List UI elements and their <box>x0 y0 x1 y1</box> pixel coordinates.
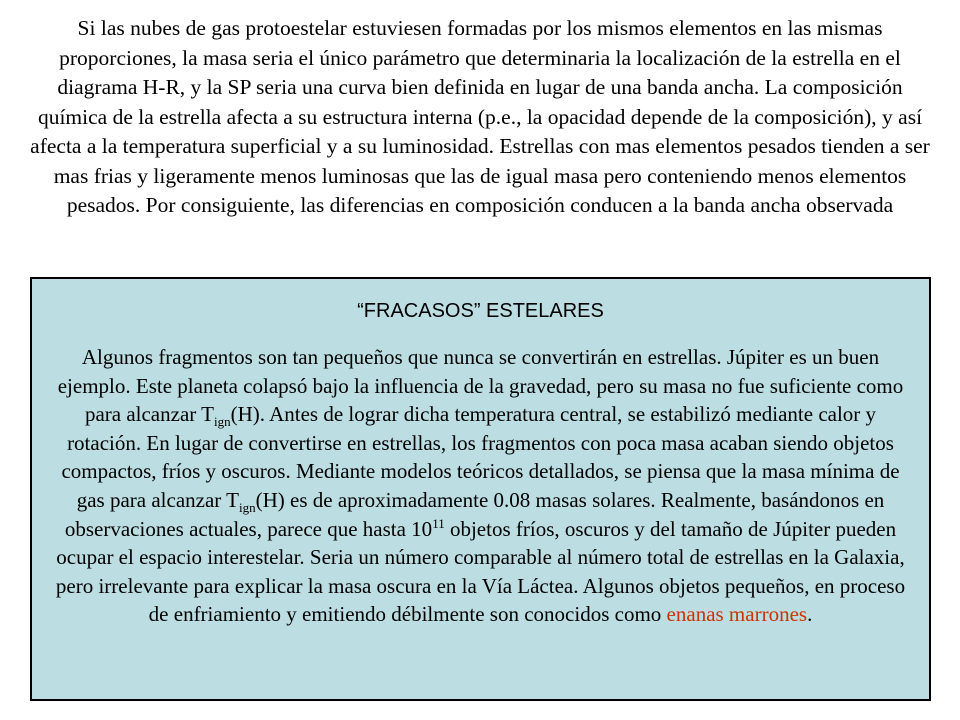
superscript-exponent: 11 <box>432 515 445 531</box>
highlight-term: enanas marrones <box>666 602 808 627</box>
intro-paragraph: Si las nubes de gas protoestelar estuviesen formadas por los mismos elementos en las mismas proporciones, la masa seria el único parámetro que determinaria la localización de la estrella en el diagrama H-R, y la SP seria una curva bien definida en lugar de una banda ancha. La composición química de la estrella afecta a su estructura interna (p.e., la opacidad depende de la composición), y así afecta a la temperatura superficial y a su luminosidad. Estrellas con mas elementos pesados tienden a ser mas frias y ligeramente menos luminosas que las de igual masa pero conteniendo menos elementos pesados. Por consiguiente, las diferencias en composición conducen a la banda ancha observada <box>30 16 930 217</box>
box-body <box>52 343 909 629</box>
info-box <box>30 277 931 701</box>
subscript-ign-1: ign <box>213 414 231 430</box>
box-title: “FRACASOS” ESTELARES <box>357 300 604 322</box>
box-text-part-5: . <box>807 602 813 627</box>
box-text-part-3: (H) es de aproximadamente 0.08 masas solares. Realmente, basándonos en observaciones actuales, parece que hasta 10 <box>64 487 885 541</box>
box-text-part-4: objetos fríos, oscuros y del tamaño de Júpiter pueden ocupar el espacio interestelar. Seria un número comparable al número total de estrellas en la Galaxia, pero irrelevante para explicar la masa oscura en la Vía Láctea. Algunos objetos pequeños, en proceso de enfriamiento y emitiendo débilmente son conocidos como <box>55 516 906 627</box>
box-text-part-1: Algunos fragmentos son tan pequeños que nunca se convertirán en estrellas. Júpiter es un buen ejemplo. Este planeta colapsó bajo la influencia de la gravedad, pero su masa no fue suficiente como para alcanzar T <box>57 345 904 427</box>
subscript-ign-2: ign <box>239 500 256 516</box>
box-text-part-2: (H). Antes de lograr dicha temperatura central, se estabilizó mediante calor y rotación. En lugar de convertirse en estrellas, los fragmentos con poca masa acaban siendo objetos compactos, fríos y oscuros. Mediante modelos teóricos detallados, se piensa que la masa mínima de gas para alcanzar T <box>61 402 900 512</box>
